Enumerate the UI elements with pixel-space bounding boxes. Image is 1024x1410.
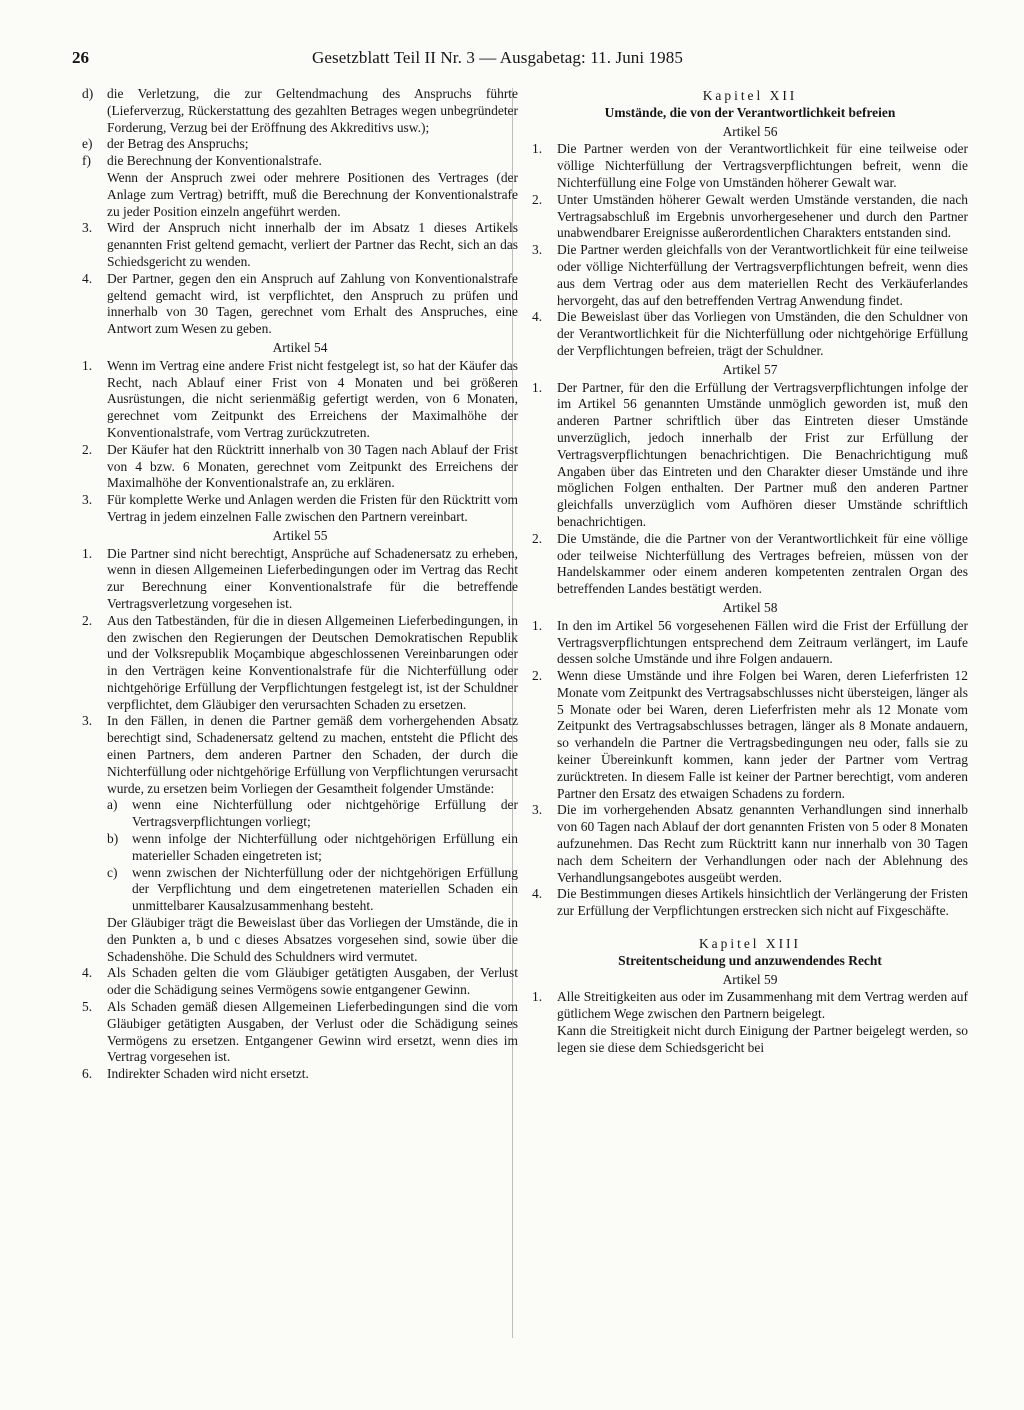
article-heading: Artikel 59	[722, 971, 778, 987]
list-item-1: 1. Der Partner, für den die Erfüllung der Vertragsverpflichtungen infolge der im Artikel 56 genannten Umstände unmöglich geworden ist, muß den anderen Partner schriftlich über das Eintreten dieser Umstände unverzüglich, jedoch innerhalb der Frist zur Erfüllung der Vertragsverpflichtungen benachrichtigen. Die Benachrichtigung muß Angaben über das Eintreten und den Charakter dieser Umstände und ihre möglichen Folgen enthalten. Der Partner muß den anderen Partner gleichfalls unverzüglich vom Aufhören dieser Umstände schriftlich benachrichtigen.	[532, 379, 968, 529]
list-item-d: d) die Verletzung, die zur Geltendmachung des Anspruchs führte (Lieferverzug, Rückerstattung des gezahlten Betrages wegen unbegründeter Forderung, Verzug bei der Eröffnung des Akkreditivs usw.);	[82, 86, 518, 135]
list-item-1: 1. Wenn im Vertrag eine andere Frist nicht festgelegt ist, so hat der Käufer das Recht, nach Ablauf einer Frist von 4 Monaten und bei größeren Ausrüstungen, die nicht serienmäßig gefertigt werden, von 6 Monaten, gerechnet vom Zeitpunkt des Erreichens der Maximalhöhe der Konventionalstrafe, vom Vertrag zurückzutreten.	[82, 357, 518, 440]
running-title: Gesetzblatt Teil II Nr. 3 — Ausgabetag: 11. Juni 1985	[312, 48, 683, 67]
right-column	[532, 86, 968, 1057]
list-item-4: 4. Der Partner, gegen den ein Anspruch auf Zahlung von Konventionalstrafe geltend gemacht wird, ist verpflichtet, den Anspruch zu prüfen und innerhalb von 30 Tagen, gerechnet vom Erhalt des Anspruches, eine Antwort zum Wesen zu geben.	[82, 270, 518, 337]
sub-item-c: c) wenn zwischen der Nichterfüllung oder der nichtgehörigen Erfüllung der Verpflichtung und dem eingetretenen materiellen Schaden ein unmittelbarer Kausalzusammenhang besteht.	[107, 864, 518, 914]
article-heading: Artikel 58	[722, 599, 778, 615]
list-item-3: 3. In den Fällen, in denen die Partner gemäß dem vorhergehenden Absatz berechtigt sind, Schadenersatz geltend zu machen, entsteht die Pflicht des einen Partners, dem anderen Partner den Schaden, der durch die Nichterfüllung oder nichtgehörige Erfüllung von Verpflichtungen verursacht wurde, zu ersetzen beim Vorliegen der Gesamtheit folgender Umstände:	[82, 713, 518, 796]
chapter-title: Streitentscheidung und anzuwendendes Recht	[618, 952, 882, 968]
list-item-2: 2. Wenn diese Umstände und ihre Folgen bei Waren, deren Lieferfristen 12 Monate vom Zeitpunkt des Vertragsabschlusses nicht übersteigen, länger als 5 Monate oder bei Waren, deren Lieferfristen mehr als 12 Monate vom Zeitpunkt des Vertragsabschlusses betragen, länger als 8 Monate andauern, so verhandeln die Partner die Vertragsbedingungen neu oder, falls sie zu keiner Übereinkunft kommen, kann jeder der Partner vom Vertrag zurücktreten. In diesem Falle ist keiner der Partner berechtigt, vom anderen Partner den Ersatz des etwaigen Schadens zu fordern.	[532, 668, 968, 801]
paragraph: Der Gläubiger trägt die Beweislast über das Vorliegen der Umstände, die in den Punkten a, b und c dieses Absatzes vorgesehen sind, sowie über die Schadenshöhe. Die Schuld des Schuldners wird vermutet.	[107, 915, 518, 964]
list-item-2: 2. Die Umstände, die die Partner von der Verantwortlichkeit für eine völlige oder teilweise Nichterfüllung des Vertrages befreien, müssen von der Handelskammer oder einem anderen kompetenten zentralen Organ des betreffenden Landes bestätigt werden.	[532, 530, 968, 597]
list-item-1: 1. In den im Artikel 56 vorgesehenen Fällen wird die Frist der Erfüllung der Vertragsverpflichtungen entsprechend dem Zeitraum verlängert, im Laufe dessen solche Umstände und ihre Folgen andauern.	[532, 617, 968, 667]
left-column	[82, 86, 518, 1083]
sub-item-b: b) wenn infolge der Nichterfüllung oder nichtgehörigen Erfüllung ein materieller Schaden eingetreten ist;	[107, 831, 518, 863]
list-item-f: f) die Berechnung der Konventionalstrafe.	[82, 153, 322, 169]
list-item-5: 5. Als Schaden gemäß diesen Allgemeinen Lieferbedingungen sind die vom Gläubiger getätigten Ausgaben, der Verlust oder die Schädigung seines Vermögens zu ersetzen. Entgangener Gewinn wird ersetzt, wenn dies im Vertrag vorgesehen ist.	[82, 999, 518, 1065]
chapter-label: Kapitel XIII	[698, 936, 802, 952]
sub-item-a: a) wenn eine Nichterfüllung oder nichtgehörige Erfüllung der Vertragsverpflichtungen vorliegt;	[107, 797, 518, 830]
spacer	[532, 920, 968, 934]
list-item-3: 3. Für komplette Werke und Anlagen werden die Fristen für den Rücktritt vom Vertrag in jedem einzelnen Falle zwischen den Partnern vereinbart.	[82, 492, 518, 524]
list-item-2: 2. Unter Umständen höherer Gewalt werden Umstände verstanden, die nach Vertragsabschluß im Ergebnis unvorhergesehener und durch den Partner unabwendbarer Ereignisse außerordentlichen Charakters entstanden sind.	[532, 191, 968, 241]
chapter-title: Umstände, die von der Verantwortlichkeit befreien	[604, 104, 896, 120]
article-heading: Artikel 57	[722, 361, 778, 377]
list-item-3: 3. Die im vorhergehenden Absatz genannten Verhandlungen sind innerhalb von 60 Tagen nach Ablauf der dort genannten Fristen von 5 oder 8 Monaten aufzunehmen. Das Recht zum Rücktritt kann nur innerhalb von 30 Tagen nach dem Scheitern der Verhandlungen oder nach der Ablehnung des Verhandlungsangebotes ausgeübt werden.	[532, 802, 968, 885]
list-item-4: 4. Die Bestimmungen dieses Artikels hinsichtlich der Verlängerung der Fristen zur Erfüllung der Verpflichtungen erstrecken sich nicht auf Fixgeschäfte.	[532, 886, 968, 919]
paragraph: Wenn der Anspruch zwei oder mehrere Positionen des Vertrages (der Anlage zum Vertrag) betrifft, muß die Berechnung der Konventionalstrafe zu jeder Position einzeln angeführt werden.	[107, 169, 518, 219]
list-item-6: 6. Indirekter Schaden wird nicht ersetzt.	[82, 1066, 309, 1082]
list-item-e: e) der Betrag des Anspruchs;	[82, 136, 249, 152]
article-heading: Artikel 54	[272, 339, 328, 355]
list-item-4: 4. Die Beweislast über das Vorliegen von Umständen, die den Schuldner von der Verantwortlichkeit für die Nichterfüllung oder nichtgehörige Erfüllung der Verpflichtungen befreien, trägt der Schuldner.	[532, 309, 968, 358]
article-heading: Artikel 55	[272, 527, 328, 543]
list-item-2: 2. Der Käufer hat den Rücktritt innerhalb von 30 Tagen nach Ablauf der Frist von 4 bzw. 6 Monaten, gerechnet vom Zeitpunkt des Erreichens der Maximalhöhe der Konventionalstrafe an, zu erklären.	[82, 441, 518, 491]
list-item-3: 3. Wird der Anspruch nicht innerhalb der im Absatz 1 dieses Artikels genannten Frist geltend gemacht, verliert der Partner das Recht, sich an das Schiedsgericht zu wenden.	[82, 220, 518, 269]
list-item-1: 1. Die Partner sind nicht berechtigt, Ansprüche auf Schadenersatz zu erheben, wenn in diesen Allgemeinen Lieferbedingungen oder im Vertrag das Recht zur Berechnung einer Konventionalstrafe für die betreffende Vertragsverletzung vorgesehen ist.	[82, 545, 518, 611]
article-heading: Artikel 56	[722, 123, 778, 139]
chapter-label: Kapitel XII	[702, 88, 798, 103]
page-header	[72, 48, 972, 70]
list-item-1: 1. Die Partner werden von der Verantwortlichkeit für eine teilweise oder völlige Nichterfüllung der Vertragsverpflichtungen befreit, wenn die Nichterfüllung eine Folge von Umständen höherer Gewalt war.	[532, 141, 968, 190]
list-item-1: 1. Alle Streitigkeiten aus oder im Zusammenhang mit dem Vertrag werden auf gütlichem Wege zwischen den Partnern beigelegt.	[532, 989, 968, 1022]
list-item-3: 3. Die Partner werden gleichfalls von der Verantwortlichkeit für eine teilweise oder völlige Nichterfüllung der Vertragsverpflichtungen befreit, wenn dies aus dem Vertrag oder aus dem materiellen Recht des Verkäuferlandes hervorgeht, das auf den betreffenden Vertrag Anwendung findet.	[532, 242, 968, 308]
page-number: 26	[72, 48, 89, 67]
paragraph: Kann die Streitigkeit nicht durch Einigung der Partner beigelegt werden, so legen sie diese dem Schiedsgericht bei	[557, 1023, 968, 1055]
list-item-4: 4. Als Schaden gelten die vom Gläubiger getätigten Ausgaben, der Verlust oder die Schädigung seines Vermögens sowie entgangener Gewinn.	[82, 965, 518, 998]
list-item-2: 2. Aus den Tatbeständen, für die in diesen Allgemeinen Lieferbedingungen, in den zwischen den Regierungen der Deutschen Demokratischen Republik und der Volksrepublik Moçambique abgeschlossenen Vereinbarungen oder in den Verträgen keine Konventionalstrafe für die Nichterfüllung oder nichtgehörige Erfüllung der Verpflichtungen festgelegt ist, ist der Schuldner verpflichtet, dem Gläubiger den verursachten Schaden zu ersetzen.	[82, 612, 518, 712]
